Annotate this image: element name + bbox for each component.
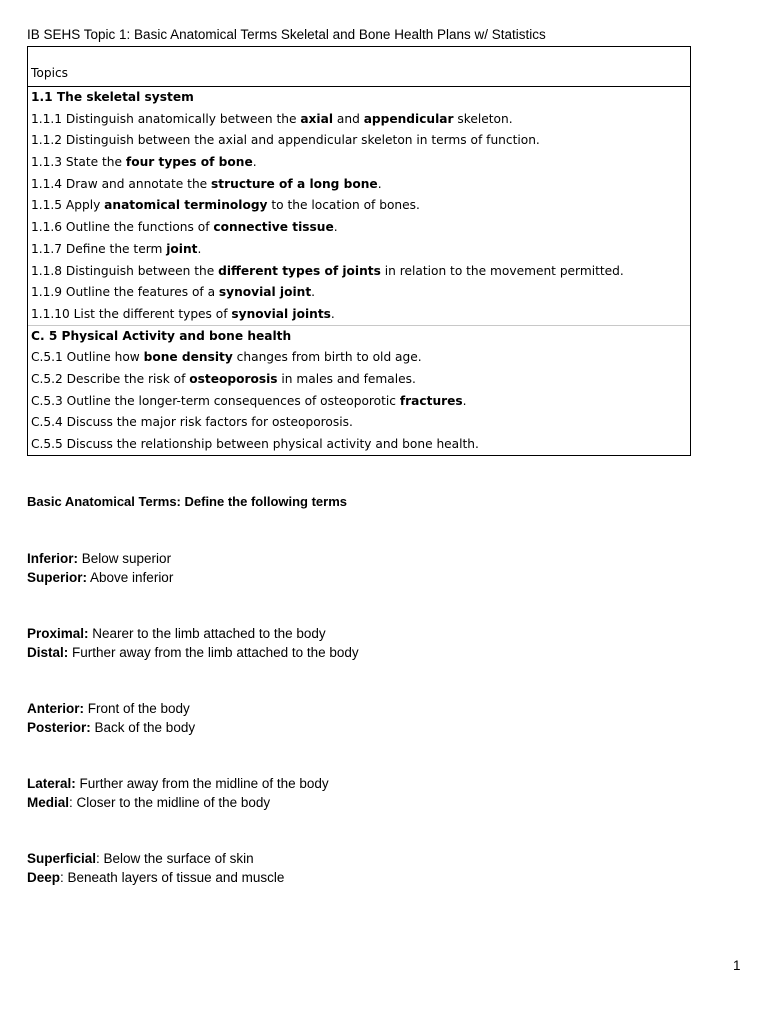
term-superficial: Superficial: Below the surface of skin (27, 851, 254, 866)
topic-row-1-1-4: 1.1.4 Draw and annotate the structure of a long bone. (31, 176, 382, 191)
topic-row-1-1-10: 1.1.10 List the different types of synovial joints. (28, 304, 690, 326)
topic-row-c-5-3: C.5.3 Outline the longer-term consequences of osteoporotic fractures. (31, 393, 467, 408)
term-group-anterior-posterior (27, 699, 195, 737)
topic-row-c-5-2: C.5.2 Describe the risk of osteoporosis in males and females. (31, 371, 416, 386)
terms-heading: Basic Anatomical Terms: Define the following terms (27, 494, 348, 509)
term-group-superficial-deep (27, 849, 284, 887)
topic-row-1-1-3: 1.1.3 State the four types of bone. (31, 155, 257, 170)
topics-table-header (28, 47, 690, 87)
topic-row-c-5-1: C.5.1 Outline how bone density changes from birth to old age. (31, 350, 422, 365)
topic-row-1-1-1: 1.1.1 Distinguish anatomically between the axial and appendicular skeleton. (31, 111, 513, 126)
term-inferior: Inferior: Below superior (27, 551, 172, 566)
term-distal: Distal: Further away from the limb attached to the body (27, 645, 359, 660)
topics-header-label: Topics (31, 66, 69, 80)
topic-row-1-1-6: 1.1.6 Outline the functions of connective tissue. (31, 220, 338, 235)
term-lateral: Lateral: Further away from the midline of the body (27, 776, 329, 791)
term-group-inferior-superior (27, 549, 173, 587)
section-title-physical-activity: C. 5 Physical Activity and bone health (31, 328, 292, 343)
term-superior: Superior: Above inferior (27, 570, 174, 585)
topic-row-1-1-8: 1.1.8 Distinguish between the different types of joints in relation to the movement permitted. (31, 263, 624, 278)
document-title: IB SEHS Topic 1: Basic Anatomical Terms Skeletal and Bone Health Plans w/ Statistics (27, 27, 546, 42)
topic-row-c-5-5: C.5.5 Discuss the relationship between physical activity and bone health. (31, 437, 479, 451)
term-deep: Deep: Beneath layers of tissue and muscle (27, 870, 285, 885)
topic-row-1-1-7: 1.1.7 Define the term joint. (31, 241, 202, 256)
term-group-lateral-medial (27, 774, 329, 812)
page-number: 1 (733, 958, 741, 973)
topic-row-1-1-9: 1.1.9 Outline the features of a synovial joint. (31, 285, 316, 300)
term-proximal: Proximal: Nearer to the limb attached to the body (27, 626, 326, 641)
term-anterior: Anterior: Front of the body (27, 701, 190, 716)
topic-row-c-5-4: C.5.4 Discuss the major risk factors for osteoporosis. (31, 415, 353, 430)
topic-row-1-1-2: 1.1.2 Distinguish between the axial and appendicular skeleton in terms of function. (31, 133, 540, 148)
topic-row-1-1-5: 1.1.5 Apply anatomical terminology to the location of bones. (31, 198, 420, 213)
topics-table (27, 46, 691, 456)
term-group-proximal-distal (27, 624, 359, 662)
section-title-skeletal-system: 1.1 The skeletal system (31, 90, 194, 104)
term-posterior: Posterior: Back of the body (27, 720, 196, 735)
term-medial: Medial: Closer to the midline of the body (27, 795, 271, 810)
